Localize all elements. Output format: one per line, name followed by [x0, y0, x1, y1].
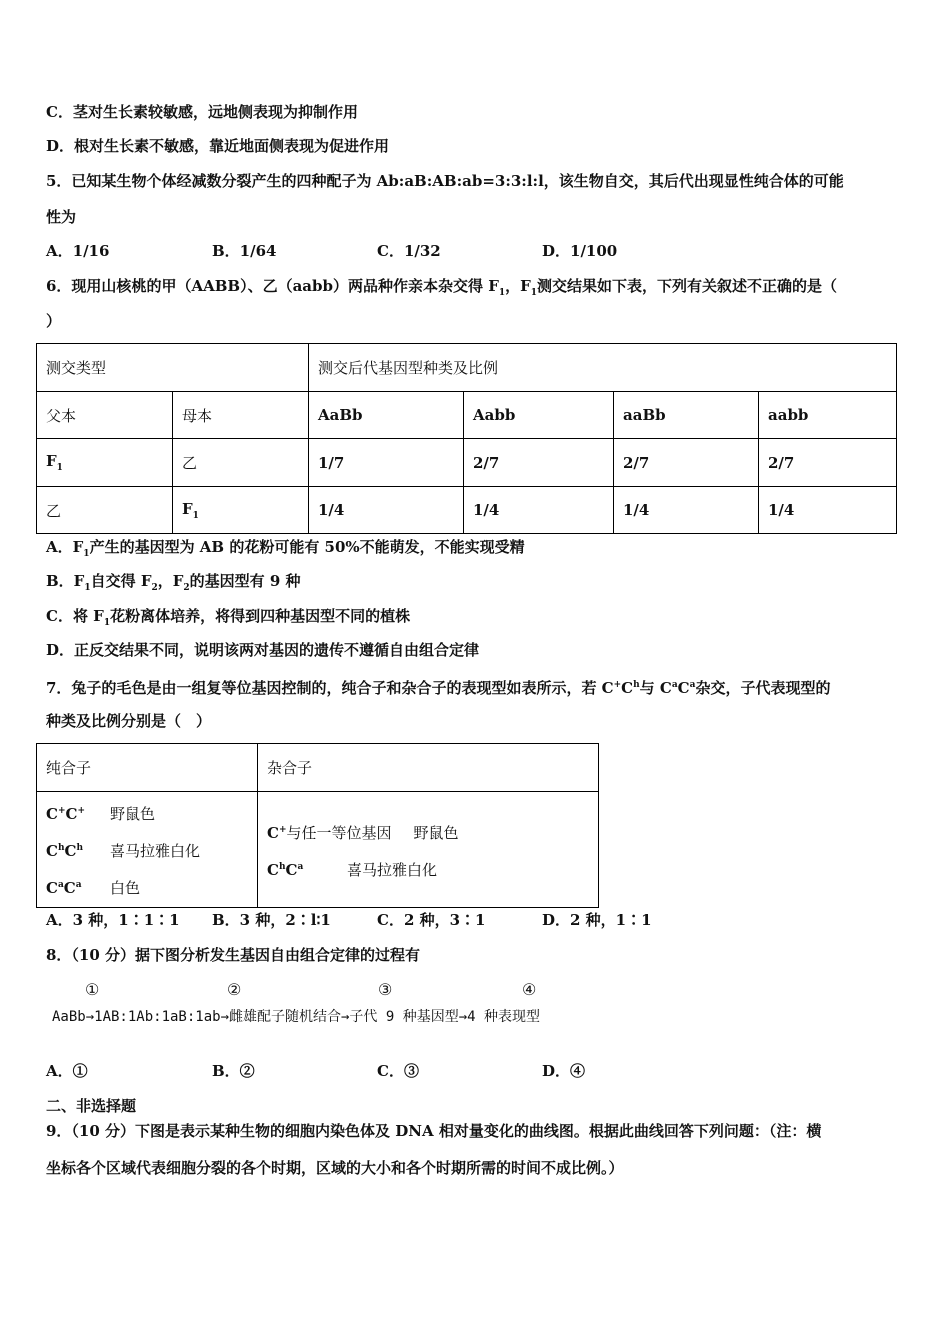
q6-row1-val: 2/7 [759, 439, 897, 487]
step-marker-3: ③ [378, 980, 393, 999]
q7-header-homozygous: 纯合子 [37, 744, 258, 792]
q7-stem-line2: 种类及比例分别是（ ） [46, 712, 212, 730]
q8-process-flow: AaBb→1AB:1Ab:1aB:1ab→雌雄配子随机结合→子代 9 种基因型→4 种表现型 [52, 1009, 541, 1025]
q8-option-c: C．③ [377, 1062, 419, 1080]
q6-option-c: C．将 $F_1$花粉离体培养，将得到四种基因型不同的植株 [46, 607, 411, 628]
q6-row2-mother: $F_1$ [173, 487, 309, 534]
q6-row1-mother: 乙 [173, 439, 309, 487]
q7-hetero-row: $C^hC^a$ 喜马拉雅白化 [267, 860, 438, 879]
q6-col-aabb-3: aaBb [614, 392, 759, 439]
q5-option-a: A．1/16 [46, 242, 110, 260]
q6-row1-val: 2/7 [614, 439, 759, 487]
q8-stem: 8．（10 分）据下图分析发生基因自由组合定律的过程有 [46, 946, 421, 964]
q8-process-diagram [52, 976, 632, 1036]
q6-testcross-table [36, 343, 897, 534]
q7-homo-row: $C^aC^a$ 白色 [46, 879, 141, 897]
q6-stem-line1: 6．现用山核桃的甲（AABB）、乙（aabb）两品种作亲本杂交得 $F_1$，$F_1$测交结果如下表，下列有关叙述不正确的是（ [46, 277, 838, 298]
q6-row2-father: 乙 [37, 487, 173, 534]
step-marker-1: ① [85, 980, 100, 999]
q7-heterozygous-cell [258, 792, 599, 908]
q5-stem-line1: 5．已知某生物个体经减数分裂产生的四种配子为 Ab:aB:AB:ab=3:3:l:l，该生物自交，其后代出现显性纯合体的可能 [46, 172, 844, 190]
q7-stem-line1: 7．兔子的毛色是由一组复等位基因控制的，纯合子和杂合子的表现型如表所示，若 $C^+C^h$与 $C^aC^a$杂交，子代表现型的 [46, 679, 831, 697]
q6-option-b: B．$F_1$自交得 $F_2$，$F_2$的基因型有 9 种 [46, 572, 301, 593]
q5-option-d: D．1/100 [542, 242, 618, 260]
q6-row2-val: 1/4 [614, 487, 759, 534]
q7-homozygous-cell [37, 792, 258, 908]
q6-col-aabb-1: AaBb [309, 392, 464, 439]
q5-stem-line2: 性为 [46, 208, 77, 226]
q7-homo-row: C+C+ 野鼠色 [46, 805, 156, 823]
q6-stem-line2: ） [46, 312, 62, 330]
q6-row1-father: $F_1$ [37, 439, 173, 487]
q6-row1-val: 2/7 [464, 439, 614, 487]
q6-row2-val: 1/4 [759, 487, 897, 534]
q6-col-father: 父本 [37, 392, 173, 439]
q6-col-aabb-2: Aabb [464, 392, 614, 439]
q6-row2-val: 1/4 [309, 487, 464, 534]
q5-option-c: C．1/32 [377, 242, 441, 260]
q6-header-offspring: 测交后代基因型种类及比例 [309, 344, 897, 392]
q4-option-c: C．茎对生长素较敏感，远地侧表现为抑制作用 [46, 103, 358, 121]
q6-col-mother: 母本 [173, 392, 309, 439]
q7-homo-row: $C^hC^h$ 喜马拉雅白化 [46, 842, 201, 860]
q8-option-b: B．② [212, 1062, 255, 1080]
section-heading: 二、非选择题 [46, 1097, 137, 1115]
q5-option-b: B．1/64 [212, 242, 277, 260]
q7-option-d: D．2 种，1∶1 [542, 911, 652, 929]
q6-row1-val: 1/7 [309, 439, 464, 487]
q9-stem-line1: 9．（10 分）下图是表示某种生物的细胞内染色体及 DNA 相对量变化的曲线图。根据此曲线回答下列问题：（注：横 [46, 1122, 822, 1140]
q7-option-a: A．3 种，1∶1∶1 [46, 911, 180, 929]
q8-option-a: A．① [46, 1062, 88, 1080]
q9-stem-line2: 坐标各个区域代表细胞分裂的各个时期，区域的大小和各个时期所需的时间不成比例。） [46, 1159, 624, 1177]
q6-header-type: 测交类型 [37, 344, 309, 392]
q7-option-c: C．2 种，3∶1 [377, 911, 486, 929]
q7-header-heterozygous: 杂合子 [258, 744, 599, 792]
q7-hetero-row: C+与任一等位基因 野鼠色 [267, 823, 459, 842]
step-marker-4: ④ [522, 980, 537, 999]
q6-col-aabb-4: aabb [759, 392, 897, 439]
q8-option-d: D．④ [542, 1062, 586, 1080]
q6-option-a: A．$F_1$产生的基因型为 AB 的花粉可能有 50%不能萌发，不能实现受精 [46, 538, 525, 559]
q7-option-b: B．3 种，2∶l∶1 [212, 911, 331, 929]
q6-option-d: D．正反交结果不同，说明该两对基因的遗传不遵循自由组合定律 [46, 641, 480, 659]
q7-phenotype-table [36, 743, 599, 908]
step-marker-2: ② [227, 980, 242, 999]
q4-option-d: D．根对生长素不敏感，靠近地面侧表现为促进作用 [46, 137, 390, 155]
q6-row2-val: 1/4 [464, 487, 614, 534]
